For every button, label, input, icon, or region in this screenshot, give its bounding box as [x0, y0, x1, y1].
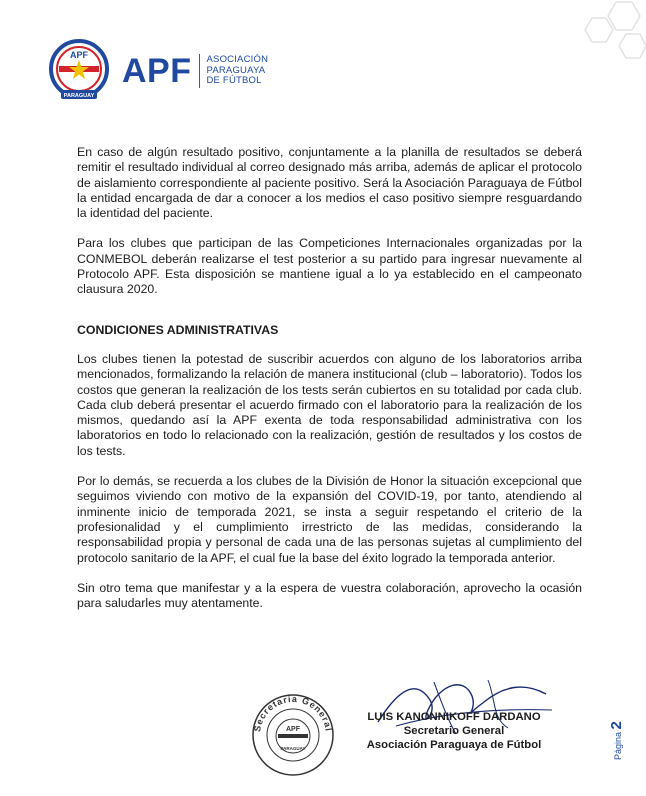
seal-bottom-text: PARAGUAY — [280, 746, 306, 751]
official-seal-stamp — [248, 690, 338, 780]
signer-details — [354, 710, 554, 752]
brand-short: APF — [122, 51, 192, 90]
letter-body — [77, 145, 582, 626]
brand-line-1: ASOCIACIÓN — [206, 54, 269, 66]
section-heading-administrative: CONDICIONES ADMINISTRATIVAS — [77, 322, 279, 337]
paragraph-positive-results: En caso de algún resultado positivo, conjuntamente a la planilla de resultados se deberá remitir el resultado individual al correo designado más arriba, además de aplicar el protocolo de aislamiento correspondiente al paciente positivo. Será la Asociación Paraguaya de Fútbol la entidad encargada de dar a conocer a los medios el caso positivo siempre resguardando la identidad del paciente. — [77, 145, 582, 221]
hexagon-pattern-decoration — [566, 0, 646, 60]
brand-full-name — [207, 55, 269, 87]
paragraph-closing: Sin otro tema que manifestar y a la espera de vuestra colaboración, aprovecho la ocasión para saludarles muy atentamente. — [77, 580, 582, 611]
apf-crest-logo — [48, 38, 110, 104]
seal-inner-text: APF — [286, 726, 300, 733]
brand-wordmark — [122, 52, 268, 91]
page-label: Página — [613, 731, 623, 760]
signer-name: LUIS KANONNIKOFF DARDANO — [367, 711, 541, 723]
paragraph-covid-reminder: Por lo demás, se recuerda a los clubes de la División de Honor la situación excepcional que seguimos viviendo con motivo de la expansión del COVID-19, por tanto, atendiendo al inminente inicio de temporada 2021, se insta a seguir respetando el criterio de la profesionalidad y el cumplimiento irrestricto de las medidas, considerando la responsabilidad propia y personal de cada una de las personas sujetas al cumplimiento del protocolo sanitario de la APF, el cual fue la base del éxito logrado la temporada anterior. — [77, 474, 582, 565]
signer-title: Secretario General — [403, 725, 505, 737]
signer-organization: Asociación Paraguaya de Fútbol — [366, 739, 542, 751]
brand-line-2: PARAGUAYA — [206, 64, 266, 76]
logo-text: APF — [70, 50, 88, 60]
paragraph-conmebol: Para los clubes que participan de las Competiciones Internacionales organizadas por la CONMEBOL deberán realizarse el test posterior a su partido para ingresar nuevamente al Protocolo APF. Esta disposición se mantiene igual a lo ya establecido en el campeonato clausura 2020. — [77, 236, 582, 297]
page-number-label — [608, 721, 625, 760]
logo-ribbon-text: PARAGUAY — [63, 93, 95, 99]
brand-line-3: DE FÚTBOL — [206, 75, 262, 87]
brand-divider — [199, 54, 200, 88]
signature-block — [248, 670, 568, 780]
letterhead — [48, 38, 268, 104]
seal-arc-text: Secretaria General — [252, 693, 334, 733]
paragraph-laboratories: Los clubes tienen la potestad de suscribir acuerdos con alguno de los laboratorios arriba mencionados, formalizando la relación de manera institucional (club – laboratorio). Todos los costos que generan la realización de los tests serán cubiertos en su totalidad por cada club. Cada club deberá presentar el acuerdo firmado con el laboratorio para la realización de los mismos, quedando así la APF exenta de toda responsabilidad administrativa con los laboratorios en todo lo relacionado con la realización, gestión de resultados y los costos de los tests. — [77, 351, 582, 458]
page-number: 2 — [608, 721, 625, 730]
